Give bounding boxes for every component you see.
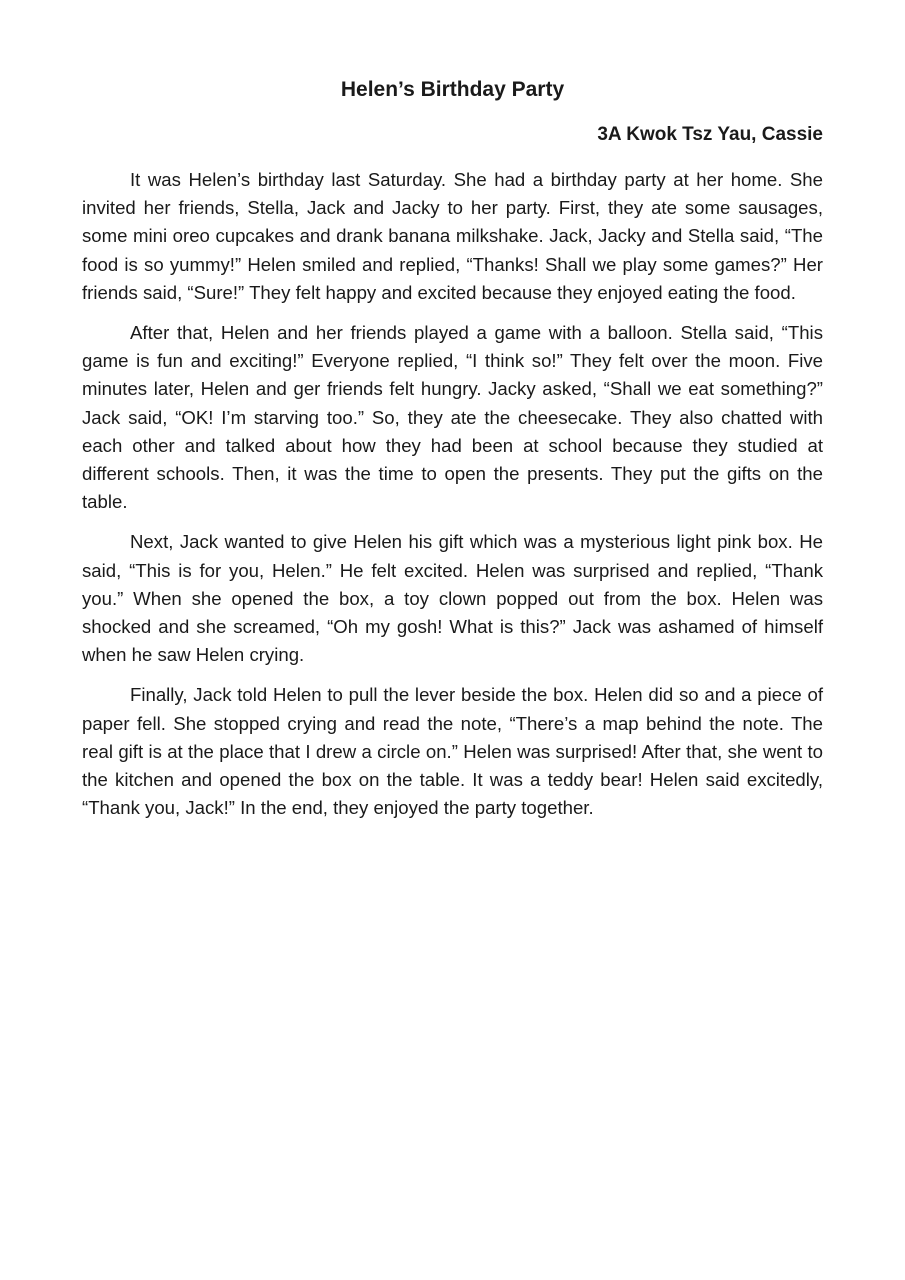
- author-line: 3A Kwok Tsz Yau, Cassie: [597, 124, 823, 145]
- paragraph-2: After that, Helen and her friends played a game with a balloon. Stella said, “This game is fun and exciting!” Everyone replied, “I think so!” They felt over the moon. Five minutes later, Helen and ger friends felt hungry. Jacky asked, “Shall we eat something?” Jack said, “OK! I’m starving too.” So, they ate the cheesecake. They also chatted with each other and talked about how they had been at school because they studied at different schools. Then, it was the time to open the presents. They put the gifts on the table.: [82, 322, 823, 513]
- document-title: Helen’s Birthday Party: [340, 78, 565, 101]
- story-body: [82, 166, 823, 834]
- paragraph-1: It was Helen’s birthday last Saturday. She had a birthday party at her home. She invited her friends, Stella, Jack and Jacky to her party. First, they ate some sausages, some mini oreo cupcakes and drank banana milkshake. Jack, Jacky and Stella said, “The food is so yummy!” Helen smiled and replied, “Thanks! Shall we play some games?” Her friends said, “Sure!” They felt happy and excited because they enjoyed eating the food.: [82, 169, 823, 303]
- paragraph-4: Finally, Jack told Helen to pull the lever beside the box. Helen did so and a piece of paper fell. She stopped crying and read the note, “There’s a map behind the note. The real gift is at the place that I drew a circle on.” Helen was surprised! After that, she went to the kitchen and opened the box on the table. It was a teddy bear! Helen said excitedly, “Thank you, Jack!” In the end, they enjoyed the party together.: [82, 684, 823, 819]
- paragraph-3: Next, Jack wanted to give Helen his gift which was a mysterious light pink box. He said, “This is for you, Helen.” He felt excited. Helen was surprised and replied, “Thank you.” When she opened the box, a toy clown popped out from the box. Helen was shocked and she screamed, “Oh my gosh! What is this?” Jack was ashamed of himself when he saw Helen crying.: [82, 531, 823, 666]
